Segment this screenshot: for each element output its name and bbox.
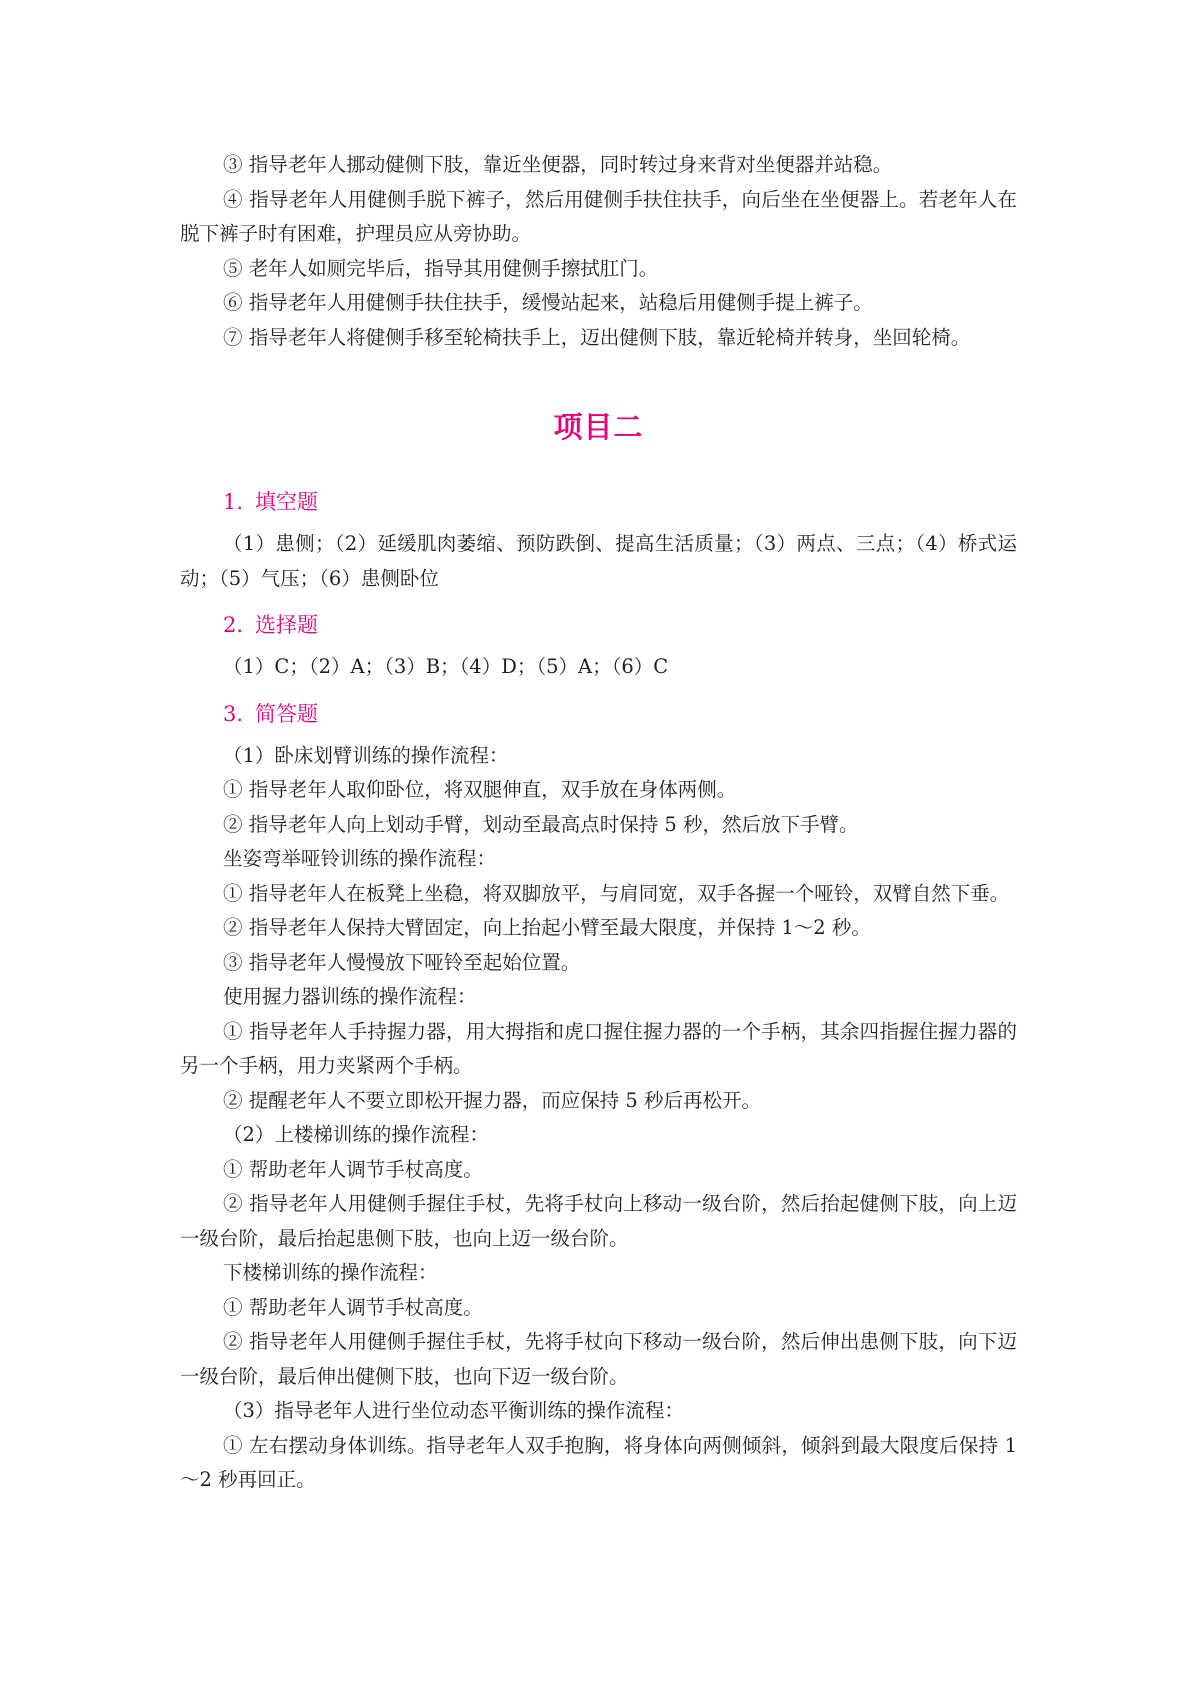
fill-in-blank-answer: （1）患侧；（2）延缓肌肉萎缩、预防跌倒、提高生活质量；（3）两点、三点；（4）桥式运动；（5）气压；（6）患侧卧位 [180,532,1017,590]
short-answer-line: ① 指导老年人手持握力器，用大拇指和虎口握住握力器的一个手柄，其余四指握住握力器的另一个手柄，用力夹紧两个手柄。 [180,1019,1017,1077]
heading-text: 简答题 [255,701,319,726]
intro-step-4: ④ 指导老年人用健侧手脱下裤子，然后用健侧手扶住扶手，向后坐在坐便器上。若老年人在脱下裤子时有困难，护理员应从旁协助。 [180,187,1017,245]
short-answer-line: ② 指导老年人用健侧手握住手杖，先将手杖向上移动一级台阶，然后抬起健侧下肢，向上迈一级台阶，最后抬起患侧下肢，也向上迈一级台阶。 [180,1192,1017,1250]
heading-multiple-choice [223,610,1017,640]
heading-number: 2. [223,613,244,637]
short-answer-line: ② 指导老年人用健侧手握住手杖，先将手杖向下移动一级台阶，然后伸出患侧下肢，向下迈一级台阶，最后伸出健侧下肢，也向下迈一级台阶。 [180,1330,1017,1388]
document-page [180,148,1017,1498]
short-answer-line: （1）卧床划臂训练的操作流程： [223,743,509,767]
short-answer-line: ② 指导老年人保持大臂固定，向上抬起小臂至最大限度，并保持 1～2 秒。 [223,916,871,939]
heading-number: 3. [223,701,244,726]
heading-text: 选择题 [255,613,319,637]
short-answer-line: 下楼梯训练的操作流程： [223,1261,438,1284]
short-answer-line: ① 左右摆动身体训练。指导老年人双手抱胸，将身体向两侧倾斜，倾斜到最大限度后保持 1～2 秒再回正。 [180,1433,1017,1491]
short-answer-line: ① 帮助老年人调节手杖高度。 [223,1157,483,1181]
short-answer-line: （3）指导老年人进行坐位动态平衡训练的操作流程： [223,1399,684,1422]
heading-text: 填空题 [255,490,319,514]
intro-step-6: ⑥ 指导老年人用健侧手扶住扶手，缓慢站起来，站稳后用健侧手提上裤子。 [223,291,873,314]
short-answer-line: ① 指导老年人在板凳上坐稳，将双脚放平，与肩同宽，双手各握一个哑铃，双臂自然下垂。 [223,881,1010,905]
short-answer-line: ① 指导老年人取仰卧位，将双腿伸直，双手放在身体两侧。 [223,778,737,801]
heading-number: 1. [223,490,244,514]
short-answer-line: 使用握力器训练的操作流程： [223,985,477,1008]
short-answer-line: ③ 指导老年人慢慢放下哑铃至起始位置。 [223,950,581,974]
intro-step-7: ⑦ 指导老年人将健侧手移至轮椅扶手上，迈出健侧下肢，靠近轮椅并转身，坐回轮椅。 [223,325,971,349]
short-answer-line: ② 指导老年人向上划动手臂，划动至最高点时保持 5 秒，然后放下手臂。 [223,812,859,836]
intro-step-3: ③ 指导老年人挪动健侧下肢，靠近坐便器，同时转过身来背对坐便器并站稳。 [223,153,893,176]
intro-step-5: ⑤ 老年人如厕完毕后，指导其用健侧手擦拭肛门。 [223,256,659,280]
heading-short-answer [223,699,1017,729]
short-answer-line: 坐姿弯举哑铃训练的操作流程： [223,847,497,870]
short-answer-line: （2）上楼梯训练的操作流程： [223,1123,489,1146]
multiple-choice-answer: （1）C；（2）A；（3）B；（4）D；（5）A；（6）C [223,655,669,678]
short-answer-line: ① 帮助老年人调节手杖高度。 [223,1295,483,1319]
short-answer-line: ② 提醒老年人不要立即松开握力器，而应保持 5 秒后再松开。 [223,1088,762,1112]
heading-fill-in-blank [223,487,1017,517]
section-title: 项目二 [553,410,644,444]
